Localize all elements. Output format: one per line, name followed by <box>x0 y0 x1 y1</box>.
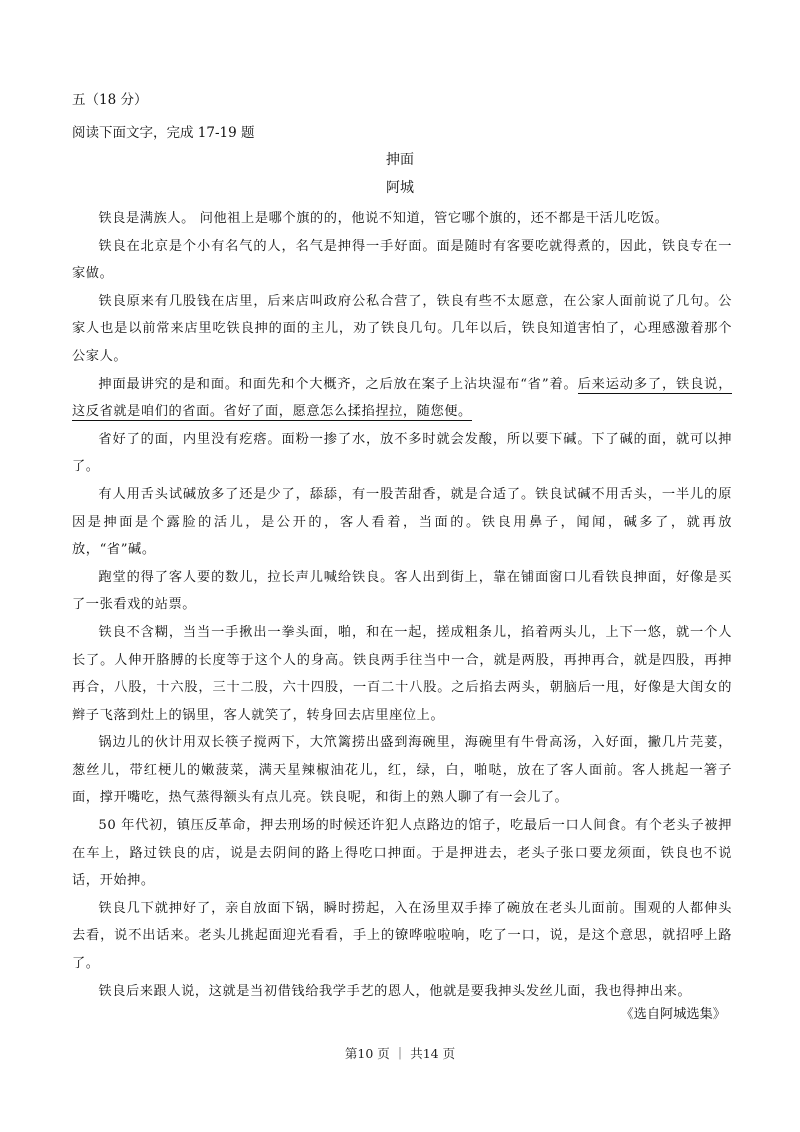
paragraph: 铁良后来跟人说，这就是当初借钱给我学手艺的恩人，他就是要我抻头发丝儿面，我也得抻出来。 <box>98 983 692 999</box>
article-title: 抻面 <box>386 152 414 168</box>
paragraph: 跑堂的得了客人要的数儿，拉长声儿喊给铁良。客人出到街上，靠在铺面窗口儿看铁良抻面，好像是买了一张看戏的站票。 <box>72 569 732 613</box>
section-header: 五（18 分） <box>72 92 148 108</box>
paragraph: 省好了的面，内里没有疙瘩。面粉一掺了水，放不多时就会发酸，所以要下碱。下了碱的面，就可以抻了。 <box>72 431 732 475</box>
paragraph-text: 抻面最讲究的是和面。和面先和个大概齐，之后放在案子上沾块湿布“省”着。 <box>98 376 578 392</box>
paragraph: 铁良不含糊，当当一手揪出一拳头面，啪，和在一起，搓成粗条儿，掐着两头儿，上下一悠，就一个人长了。人伸开胳膊的长度等于这个人的身高。铁良两手往当中一合，就是两股，再抻再合，就是四股，再抻再合，八股，十六股，三十二股，六十四股，一百二十八股。之后掐去两头，朝脑后一甩，好像是大闺女的辫子飞落到灶上的锅里，客人就笑了，转身回去店里座位上。 <box>72 624 732 723</box>
paragraph: 铁良几下就抻好了，亲自放面下锅，瞬时捞起，入在汤里双手捧了碗放在老头儿面前。围观的人都伸头去看，说不出话来。老头儿挑起面迎光看看，手上的镣哗啦啦响，吃了一口，说，是这个意思，就招呼上路了。 <box>72 900 732 972</box>
paragraph: 铁良在北京是个小有名气的人，名气是抻得一手好面。面是随时有客要吃就得煮的，因此，铁良专在一家做。 <box>72 238 732 282</box>
paragraph <box>72 371 732 426</box>
source-citation: 《选自阿城选集》 <box>620 1007 726 1022</box>
article-body <box>72 205 732 1005</box>
page-footer: 第10 页 ｜ 共14 页 <box>344 1046 456 1061</box>
paragraph: 50 年代初，镇压反革命，押去刑场的时候还许犯人点路边的馆子，吃最后一口人间食。有个老头子被押在车上，路过铁良的店，说是去阴间的路上得吃口抻面。于是押进去，老头子张口要龙须面，铁良也不说话，开始抻。 <box>72 818 732 889</box>
paragraph: 有人用舌头试碱放多了还是少了，舔舔，有一股苦甜香，就是合适了。铁良试碱不用舌头，一半儿的原因是抻面是个露脸的活儿，是公开的，客人看着，当面的。铁良用鼻子，闻闻，碱多了，就再放放，“省”碱。 <box>72 486 732 558</box>
underlined-sentence: 后来运动多了，铁良说，这反省就是咱们的省面。省好了面，愿意怎么揉掐捏拉，随您便。 <box>72 376 732 420</box>
paragraph: 锅边儿的伙计用双长筷子搅两下，大笊篱捞出盛到海碗里，海碗里有牛骨高汤，入好面，撇几片芫荽，葱丝儿，带红梗儿的嫩菠菜，满天星辣椒油花儿，红，绿，白，啪哒，放在了客人面前。客人挑起一箸子面，撑开嘴吃，热气蒸得额头有点儿亮。铁良呢，和街上的熟人聊了有一会儿了。 <box>72 735 732 806</box>
reading-instruction: 阅读下面文字，完成 17-19 题 <box>72 125 255 141</box>
paragraph: 铁良是满族人。 问他祖上是哪个旗的的，他说不知道，管它哪个旗的，还不都是干活儿吃饭。 <box>98 211 669 226</box>
article-author: 阿城 <box>386 180 414 196</box>
paragraph: 铁良原来有几股钱在店里，后来店叫政府公私合营了，铁良有些不太愿意，在公家人面前说了几句。公家人也是以前常来店里吃铁良抻的面的主儿，劝了铁良几句。几年以后，铁良知道害怕了，心理感激着那个公家人。 <box>72 293 732 364</box>
